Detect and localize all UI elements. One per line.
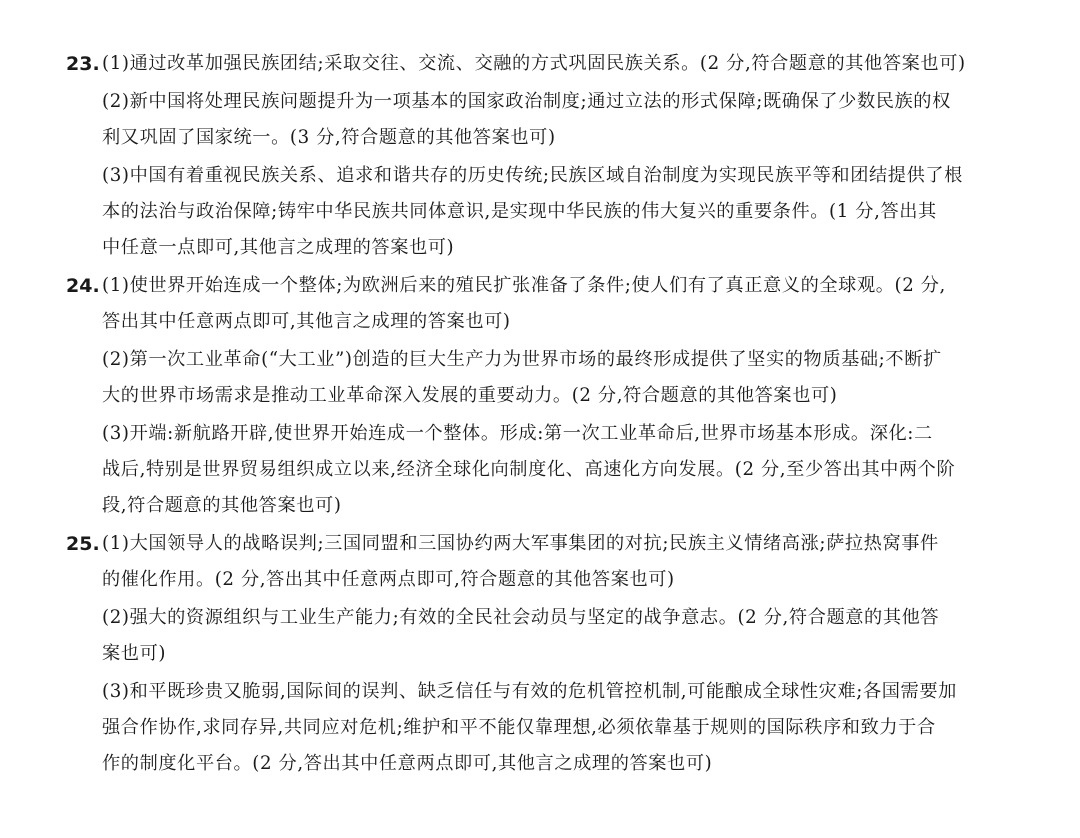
answer-line: 段,符合题意的其他答案也可) xyxy=(102,495,342,516)
answer-line: 大的世界市场需求是推动工业革命深入发展的重要动力。(2 分,符合题意的其他答案也可) xyxy=(102,385,838,406)
answer-line: (2)强大的资源组织与工业生产能力;有效的全民社会动员与坚定的战争意志。(2 分,符合题意的其他答 xyxy=(102,607,940,628)
answer-line: 战后,特别是世界贸易组织成立以来,经济全球化向制度化、高速化方向发展。(2 分,至少答出其中两个阶 xyxy=(102,459,956,480)
answer-line: (1)使世界开始连成一个整体;为欧洲后来的殖民扩张准备了条件;使人们有了真正意义的全球观。(2 分, xyxy=(102,275,946,296)
answer-line: 案也可) xyxy=(102,643,167,664)
answer-line: 中任意一点即可,其他言之成理的答案也可) xyxy=(102,237,455,258)
answer-line: 的催化作用。(2 分,答出其中任意两点即可,符合题意的其他答案也可) xyxy=(102,569,675,590)
answer-line: 利又巩固了国家统一。(3 分,符合题意的其他答案也可) xyxy=(102,127,556,148)
answer-line: (1)通过改革加强民族团结;采取交往、交流、交融的方式巩固民族关系。(2 分,符合题意的其他答案也可) xyxy=(102,53,966,74)
answer-line: 答出其中任意两点即可,其他言之成理的答案也可) xyxy=(102,311,511,332)
answer-line: (2)新中国将处理民族问题提升为一项基本的国家政治制度;通过立法的形式保障;既确保了少数民族的权 xyxy=(102,91,951,112)
question-number: 24. xyxy=(66,275,100,297)
answer-line: 作的制度化平台。(2 分,答出其中任意两点即可,其他言之成理的答案也可) xyxy=(102,753,713,774)
answer-line: (1)大国领导人的战略误判;三国同盟和三国协约两大军事集团的对抗;民族主义情绪高涨;萨拉热窝事件 xyxy=(102,533,939,554)
question-number: 23. xyxy=(66,53,100,75)
answer-line: (3)中国有着重视民族关系、追求和谐共存的历史传统;民族区域自治制度为实现民族平等和团结提供了根 xyxy=(102,165,963,186)
answer-line: (3)和平既珍贵又脆弱,国际间的误判、缺乏信任与有效的危机管控机制,可能酿成全球性灾难;各国需要加 xyxy=(102,681,957,702)
answer-line: (3)开端:新航路开辟,使世界开始连成一个整体。形成:第一次工业革命后,世界市场基本形成。深化:二 xyxy=(102,423,933,444)
question-number: 25. xyxy=(66,533,100,555)
answer-line: 强合作协作,求同存异,共同应对危机;维护和平不能仅靠理想,必须依靠基于规则的国际秩序和致力于合 xyxy=(102,717,936,738)
answer-line: (2)第一次工业革命(“大工业”)创造的巨大生产力为世界市场的最终形成提供了坚实的物质基础;不断扩 xyxy=(102,349,942,370)
answer-line: 本的法治与政治保障;铸牢中华民族共同体意识,是实现中华民族的伟大复兴的重要条件。(1 分,答出其 xyxy=(102,201,937,222)
